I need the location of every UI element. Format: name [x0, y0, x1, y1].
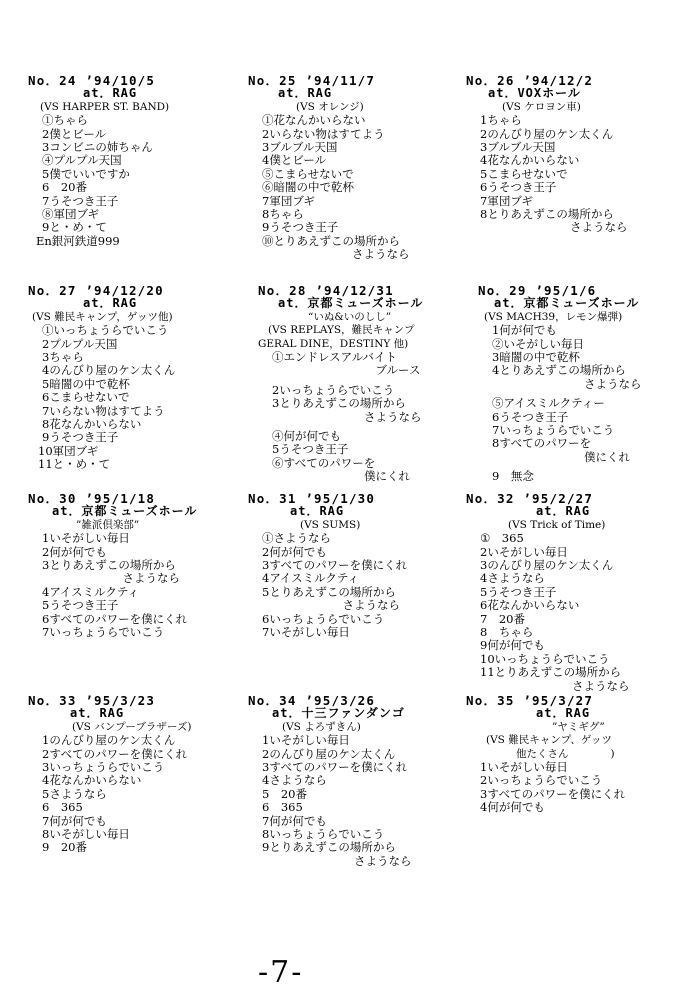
entry-opponent-cont: GERAL DINE，DESTINY 他) — [258, 337, 409, 350]
setlist-entry-29 — [478, 284, 693, 484]
setlist-entry-32 — [466, 492, 681, 693]
song-list — [36, 113, 243, 248]
entry-opponent: (VS Trick of Time) — [508, 518, 606, 531]
entry-header: No．35 ’95/3/27 — [466, 693, 594, 708]
song: 僕にくれ — [492, 449, 630, 464]
entry-venue: at．RAG — [83, 86, 138, 101]
song: 4花なんかいらない — [42, 773, 142, 788]
song: 2いらない物はすてよう — [262, 126, 385, 141]
song: 2すべてのパワーを僕にくれ — [42, 746, 188, 761]
song: 5僕でいいですか — [42, 166, 130, 181]
entry-header: No．30 ’95/1/18 — [28, 491, 156, 506]
song: 5さようなら — [42, 786, 107, 801]
song: 4僕とビール — [262, 153, 327, 168]
song: 1いそがしい毎日 — [480, 760, 568, 775]
entry-venue: at．RAG — [83, 296, 138, 311]
song: 7軍団ブギ — [480, 193, 533, 208]
song: 8いっちょうらでいこう — [262, 827, 385, 842]
song-list — [480, 114, 681, 235]
song: 7何が何でも — [262, 813, 327, 828]
entry-header: No．24 ’94/10/5 — [28, 73, 156, 88]
song: 2いそがしい毎日 — [480, 544, 568, 559]
song: 9 20番 — [42, 840, 87, 855]
song: En銀河鉄道999 — [36, 233, 120, 248]
entry-event-name: “いぬ&いのしし” — [308, 310, 392, 323]
entry-venue: at．RAG — [70, 706, 125, 721]
setlist-entry-28 — [258, 284, 473, 484]
setlist-entry-30 — [28, 492, 243, 639]
song: 4花なんかいらない — [480, 153, 580, 168]
song: 3コンビニの姉ちゃん — [42, 140, 153, 155]
song: 7いらない物はすてよう — [42, 403, 165, 418]
song: 4さようなら — [480, 571, 545, 586]
setlist-entry-31 — [248, 492, 463, 639]
song: 9 無念 — [492, 469, 534, 484]
song: ① 365 — [480, 531, 524, 546]
entry-venue: at．RAG — [536, 706, 591, 721]
song: 2のんびり屋のケン太くん — [480, 126, 614, 141]
entry-header: No．25 ’94/11/7 — [248, 73, 376, 88]
setlist-entry-24 — [28, 74, 243, 248]
setlist-entry-33 — [28, 694, 243, 855]
setlist-entry-34 — [248, 694, 463, 868]
entry-venue: at．京都ミューズホール — [278, 296, 424, 311]
entry-opponent-cont: 他たくさん ) — [516, 747, 615, 760]
song: 9とりあえずこの場所から — [262, 840, 396, 855]
song: 2のんびり屋のケン太くん — [262, 746, 396, 761]
song: 6うそつき王子 — [480, 180, 557, 195]
song: 9うそつき王子 — [262, 220, 339, 235]
setlist-entry-25 — [248, 74, 463, 262]
song: 7いっちょうらでいこう — [492, 423, 615, 438]
song-list — [262, 532, 463, 639]
song: 8花なんかいらない — [42, 417, 142, 432]
song: 8ちゃら — [262, 207, 304, 222]
song: ①さようなら — [262, 531, 331, 546]
song: ⑩とりあえずこの場所から — [262, 233, 400, 248]
song: 7いっちょうらでいこう — [42, 625, 165, 640]
song: 1いそがしい毎日 — [42, 531, 130, 546]
song: ④何が何でも — [272, 429, 341, 444]
song: 5うそつき王子 — [480, 584, 557, 599]
setlist-entry-26 — [466, 74, 681, 235]
song: さようなら — [262, 598, 400, 613]
song: ①花なんかいらない — [262, 113, 366, 128]
song: ①いっちょうらでいこう — [42, 323, 169, 338]
song: 1何が何でも — [492, 323, 557, 338]
song: 4とりあえずこの場所から — [492, 363, 626, 378]
song: 2プルプル天国 — [42, 336, 118, 351]
song: 9何が何でも — [480, 638, 545, 653]
song: 3いっちょうらでいこう — [42, 760, 165, 775]
song: 3のんびり屋のケン太くん — [480, 558, 614, 573]
entry-opponent: (VS 難民キャンプ，ゲッツ他) — [32, 310, 173, 323]
song: 4のんびり屋のケン太くん — [42, 363, 176, 378]
song: さようなら — [42, 571, 180, 586]
song: さようなら — [480, 678, 630, 693]
song: さようなら — [272, 409, 422, 424]
entry-venue: at．十三ファンダンゴ — [272, 706, 405, 721]
song: 7軍団ブギ — [262, 193, 315, 208]
song: 3すべてのパワーを僕にくれ — [480, 786, 626, 801]
song: 9うそつき王子 — [42, 430, 119, 445]
song: 7何が何でも — [42, 813, 107, 828]
song: 4何が何でも — [480, 800, 545, 815]
song-list — [38, 323, 243, 472]
song: ⑧軍団ブギ — [42, 207, 100, 222]
song: 9と・め・て — [42, 220, 107, 235]
song: 4さようなら — [262, 773, 327, 788]
song: 2何が何でも — [262, 544, 327, 559]
song: ①ちゃら — [42, 113, 88, 128]
song: 10いっちょうらでいこう — [480, 651, 610, 666]
song: 7うそつき王子 — [42, 193, 119, 208]
entry-venue: at．京都ミューズホール — [52, 504, 198, 519]
song: 6うそつき王子 — [492, 409, 569, 424]
entry-venue: at．京都ミューズホール — [494, 296, 640, 311]
song-list — [262, 734, 463, 868]
song: ④プルプル天国 — [42, 153, 122, 168]
entry-opponent: (VS バンプーブラザーズ) — [72, 720, 192, 733]
song: 6 365 — [262, 800, 303, 815]
entry-header: No．28 ’94/12/31 — [258, 283, 394, 298]
entry-opponent: (VS HARPER ST. BAND) — [40, 100, 170, 113]
song: 2いっちょうらでいこう — [272, 382, 395, 397]
song-continuation: さようなら — [570, 220, 628, 235]
entry-venue: at．RAG — [290, 504, 345, 519]
song: 3ブルブル天国 — [262, 140, 338, 155]
song: 6花なんかいらない — [480, 598, 580, 613]
entry-header: No．34 ’95/3/26 — [248, 693, 376, 708]
song: 5うそつき王子 — [272, 442, 349, 457]
song: ⑥すべてのパワーを — [272, 455, 376, 470]
song: 僕にくれ — [272, 469, 410, 484]
song: ⑤こまらせないで — [262, 166, 354, 181]
song: 5とりあえずこの場所から — [262, 584, 396, 599]
entry-event-name: ”ヤミギグ” — [552, 720, 605, 733]
song: 3とりあえずこの場所から — [272, 396, 406, 411]
song: 5 20番 — [262, 786, 307, 801]
entry-venue: at．RAG — [278, 86, 333, 101]
song-list — [480, 761, 681, 815]
entry-venue: at．RAG — [536, 504, 591, 519]
song-list — [272, 351, 473, 484]
song: 11と・め・て — [38, 457, 111, 472]
song: 3すべてのパワーを僕にくれ — [262, 558, 408, 573]
entry-opponent: (VS SUMS) — [300, 518, 361, 531]
song: 5こまらせないで — [480, 166, 568, 181]
song: 6いっちょうらでいこう — [262, 611, 385, 626]
entry-header: No．29 ’95/1/6 — [478, 283, 597, 298]
song: 6すべてのパワーを僕にくれ — [42, 611, 188, 626]
setlist-entry-27 — [28, 284, 243, 472]
song: さようなら — [492, 376, 642, 391]
song: 3とりあえずこの場所から — [42, 558, 176, 573]
song-continuation: さようなら — [352, 247, 410, 262]
song: 3ちゃら — [42, 350, 84, 365]
song: 3暗闇の中で乾杯 — [492, 350, 580, 365]
entry-header: No．26 ’94/12/2 — [466, 73, 594, 88]
song: 2何が何でも — [42, 544, 107, 559]
song: 5うそつき王子 — [42, 598, 119, 613]
entry-opponent: (VS よろずきん) — [282, 720, 361, 733]
song: 8 ちゃら — [480, 625, 534, 640]
song: ⑤アイスミルクティー — [492, 396, 605, 411]
page-number: -7- — [258, 955, 304, 990]
song: 2僕とビール — [42, 126, 107, 141]
entry-opponent: (VS MACH39，レモン爆弾) — [484, 310, 623, 323]
setlist-entry-35 — [466, 694, 681, 815]
song: 1ちゃら — [480, 113, 522, 128]
entry-opponent: (VS REPLAYS，難民キャンプ — [268, 324, 415, 337]
entry-header: No．33 ’95/3/23 — [28, 693, 156, 708]
song: ⑥暗闇の中で乾杯 — [262, 180, 354, 195]
song-list — [262, 114, 463, 261]
song: 6 20番 — [42, 180, 87, 195]
entry-opponent: (VS オレンジ) — [296, 100, 364, 113]
entry-header: No．27 ’94/12/20 — [28, 283, 164, 298]
song: 1のんびり屋のケン太くん — [42, 733, 176, 748]
entry-opponent: (VS 難民キャンプ、ゲッツ — [486, 734, 612, 747]
song: 7 20番 — [480, 611, 525, 626]
song: 6こまらせないで — [42, 390, 130, 405]
song: 8すべてのパワーを — [492, 436, 592, 451]
song-list — [492, 324, 693, 483]
song: ブルース — [272, 363, 421, 378]
entry-opponent: (VS ケロヨン車) — [502, 100, 581, 113]
song: さようなら — [262, 853, 412, 868]
song: 3ブルブル天国 — [480, 140, 556, 155]
song: 11とりあえずこの場所から — [480, 665, 622, 680]
entry-event-name: ”雑派倶楽部” — [76, 518, 140, 531]
song: 5暗闇の中で乾杯 — [42, 376, 130, 391]
song-list — [42, 532, 243, 639]
song: 7いそがしい毎日 — [262, 625, 350, 640]
song: 8いそがしい毎日 — [42, 827, 130, 842]
song: 8とりあえずこの場所から — [480, 207, 614, 222]
song: ②いそがしい毎日 — [492, 336, 584, 351]
song: 4アイスミルクティ — [262, 571, 360, 586]
song: 6 365 — [42, 800, 83, 815]
song: 2いっちょうらでいこう — [480, 773, 603, 788]
song: 10軍団ブギ — [38, 443, 99, 458]
song: 4アイスミルクティ — [42, 584, 140, 599]
entry-header: No．31 ’95/1/30 — [248, 491, 376, 506]
song: ①エンドレスアルバイト — [272, 350, 397, 365]
entry-venue: at．VOXホール — [488, 86, 581, 101]
song-list — [480, 532, 681, 693]
song: 3すべてのパワーを僕にくれ — [262, 760, 408, 775]
song-list — [42, 734, 243, 855]
entry-header: No．32 ’95/2/27 — [466, 491, 594, 506]
song: 1いそがしい毎日 — [262, 733, 350, 748]
